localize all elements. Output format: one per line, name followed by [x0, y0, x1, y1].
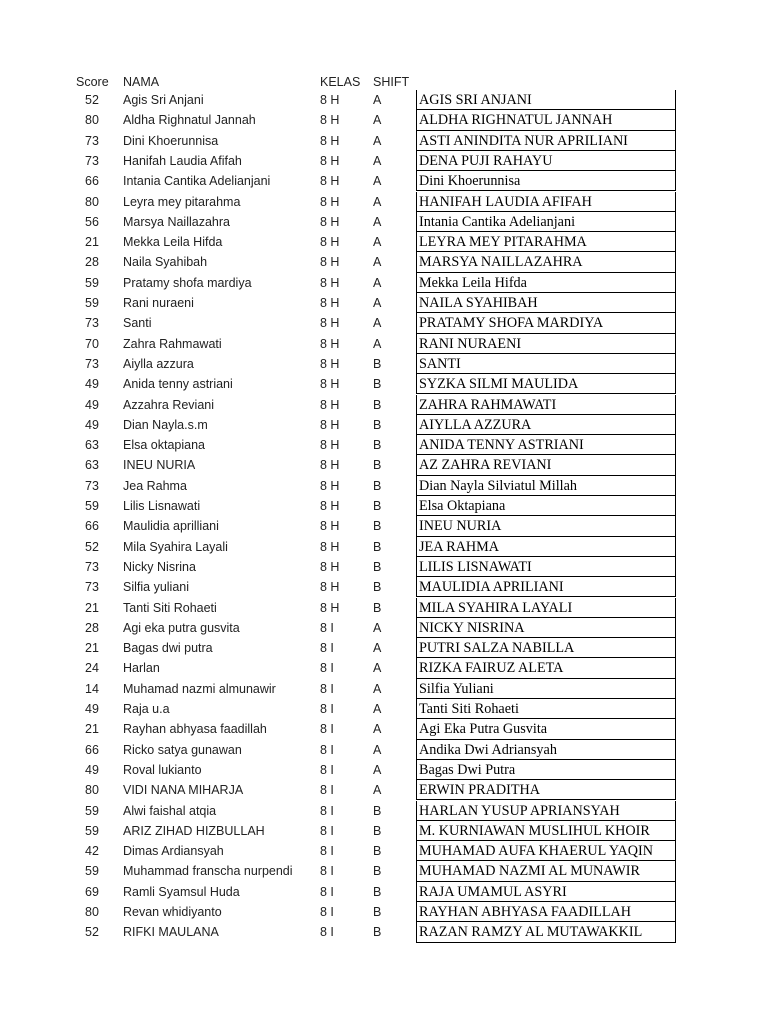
score-cell: 49	[85, 762, 99, 777]
shift-cell: B	[373, 803, 382, 818]
table-row	[0, 537, 768, 557]
name-cell: Dini Khoerunnisa	[123, 133, 219, 148]
class-cell: 8 I	[320, 661, 334, 676]
list-name-cell: SYZKA SILMI MAULIDA	[416, 374, 676, 394]
score-cell: 73	[85, 133, 99, 148]
list-name-cell: Tanti Siti Rohaeti	[416, 699, 676, 719]
list-name-cell: ANIDA TENNY ASTRIANI	[416, 435, 676, 455]
list-name-cell: Dini Khoerunnisa	[416, 171, 676, 191]
list-name-cell: LILIS LISNAWATI	[416, 557, 676, 577]
table-row	[0, 252, 768, 272]
score-cell: 56	[85, 214, 99, 229]
score-cell: 73	[85, 580, 99, 595]
shift-cell: B	[373, 499, 382, 513]
name-cell: Jea Rahma	[123, 478, 187, 493]
list-name-cell: PUTRI SALZA NABILLA	[416, 638, 676, 658]
shift-cell: A	[373, 93, 382, 107]
score-cell: 21	[85, 722, 99, 737]
name-cell: Mekka Leila Hifda	[123, 235, 223, 250]
shift-cell: A	[373, 296, 382, 310]
name-cell: RIFKI MAULANA	[123, 925, 219, 940]
class-cell: 8 H	[320, 438, 340, 453]
table-row	[0, 273, 768, 293]
class-cell: 8 H	[320, 275, 340, 290]
table-row	[0, 902, 768, 922]
table-row	[0, 577, 768, 597]
class-cell: 8 I	[320, 823, 334, 838]
shift-cell: A	[373, 641, 382, 656]
list-name-cell: NAILA SYAHIBAH	[416, 293, 676, 313]
class-cell: 8 H	[320, 478, 340, 493]
name-cell: Ricko satya gunawan	[123, 742, 242, 757]
table-row	[0, 740, 768, 760]
table-row	[0, 679, 768, 699]
list-name-cell: M. KURNIAWAN MUSLIHUL KHOIR	[416, 821, 676, 841]
list-name-cell: SANTI	[416, 354, 676, 374]
header-kelas: KELAS	[320, 75, 361, 89]
shift-cell: B	[373, 458, 382, 473]
score-cell: 73	[85, 478, 99, 493]
shift-cell: B	[373, 539, 382, 554]
shift-cell: B	[373, 580, 382, 595]
name-cell: Ramli Syamsul Huda	[123, 884, 240, 899]
shift-cell: A	[373, 762, 382, 777]
score-cell: 24	[85, 661, 99, 676]
score-cell: 49	[85, 377, 99, 392]
class-cell: 8 H	[320, 133, 340, 148]
score-cell: 73	[85, 356, 99, 371]
class-cell: 8 H	[320, 113, 340, 128]
shift-cell: A	[373, 336, 382, 351]
score-cell: 80	[85, 194, 99, 209]
class-cell: 8 H	[320, 153, 340, 168]
header-shift: SHIFT	[373, 75, 410, 89]
name-cell: Mila Syahira Layali	[123, 539, 228, 554]
shift-cell: B	[373, 864, 382, 879]
class-cell: 8 H	[320, 174, 340, 189]
name-cell: Roval lukianto	[123, 762, 202, 777]
score-cell: 70	[85, 336, 99, 351]
class-cell: 8 H	[320, 296, 340, 310]
score-cell: 52	[85, 925, 99, 940]
class-cell: 8 H	[320, 316, 340, 331]
list-name-cell: MAULIDIA APRILIANI	[416, 577, 676, 597]
class-cell: 8 H	[320, 235, 340, 250]
class-cell: 8 I	[320, 641, 334, 656]
score-cell: 21	[85, 600, 99, 615]
score-cell: 63	[85, 458, 99, 473]
class-cell: 8 I	[320, 783, 334, 798]
table-row	[0, 455, 768, 475]
list-name-cell: AIYLLA AZZURA	[416, 415, 676, 435]
score-cell: 21	[85, 641, 99, 656]
table-row	[0, 719, 768, 739]
table-row	[0, 618, 768, 638]
score-cell: 59	[85, 803, 99, 818]
shift-cell: A	[373, 783, 382, 798]
list-name-cell: RAJA UMAMUL ASYRI	[416, 882, 676, 902]
score-cell: 59	[85, 296, 99, 310]
shift-cell: A	[373, 702, 382, 716]
score-cell: 63	[85, 438, 99, 453]
list-name-cell: RIZKA FAIRUZ ALETA	[416, 658, 676, 678]
class-cell: 8 I	[320, 925, 334, 940]
table-row	[0, 212, 768, 232]
name-cell: Rayhan abhyasa faadillah	[123, 722, 267, 737]
table-row	[0, 374, 768, 394]
score-cell: 42	[85, 844, 99, 859]
score-cell: 80	[85, 113, 99, 128]
name-cell: Muhammad franscha nurpendi	[123, 864, 293, 879]
list-name-cell: Silfia Yuliani	[416, 679, 676, 699]
table-row	[0, 415, 768, 435]
table-row	[0, 354, 768, 374]
list-name-cell: AGIS SRI ANJANI	[416, 90, 676, 110]
name-cell: Agis Sri Anjani	[123, 93, 204, 107]
shift-cell: B	[373, 905, 382, 919]
shift-cell: B	[373, 397, 382, 412]
name-cell: Intania Cantika Adelianjani	[123, 174, 271, 189]
name-cell: Pratamy shofa mardiya	[123, 275, 252, 290]
list-name-cell: RAYHAN ABHYASA FAADILLAH	[416, 902, 676, 922]
list-name-cell: ASTI ANINDITA NUR APRILIANI	[416, 131, 676, 151]
table-row	[0, 232, 768, 252]
name-cell: Tanti Siti Rohaeti	[123, 600, 217, 615]
class-cell: 8 H	[320, 417, 340, 432]
score-cell: 52	[85, 93, 99, 107]
shift-cell: A	[373, 113, 382, 128]
table-row	[0, 882, 768, 902]
list-name-cell: RANI NURAENI	[416, 334, 676, 354]
shift-cell: B	[373, 823, 382, 838]
shift-cell: A	[373, 742, 382, 757]
class-cell: 8 H	[320, 580, 340, 595]
table-row	[0, 861, 768, 881]
shift-cell: A	[373, 275, 382, 290]
table-row	[0, 293, 768, 313]
list-name-cell: MUHAMAD AUFA KHAERUL YAQIN	[416, 841, 676, 861]
score-cell: 28	[85, 255, 99, 270]
table-row	[0, 922, 768, 942]
score-cell: 59	[85, 823, 99, 838]
shift-cell: B	[373, 600, 382, 615]
table-row	[0, 313, 768, 333]
list-name-cell: MILA SYAHIRA LAYALI	[416, 598, 676, 618]
list-name-cell: JEA RAHMA	[416, 537, 676, 557]
score-cell: 28	[85, 620, 99, 635]
class-cell: 8 H	[320, 397, 340, 412]
table-row	[0, 435, 768, 455]
class-cell: 8 I	[320, 742, 334, 757]
list-name-cell: INEU NURIA	[416, 516, 676, 536]
name-cell: Nicky Nisrina	[123, 559, 196, 574]
shift-cell: A	[373, 681, 382, 696]
table-row	[0, 395, 768, 415]
score-cell: 80	[85, 783, 99, 798]
list-name-cell: LEYRA MEY PITARAHMA	[416, 232, 676, 252]
class-cell: 8 I	[320, 864, 334, 879]
class-cell: 8 H	[320, 214, 340, 229]
shift-cell: A	[373, 316, 382, 331]
class-cell: 8 I	[320, 884, 334, 899]
score-cell: 49	[85, 702, 99, 716]
name-cell: Leyra mey pitarahma	[123, 194, 241, 209]
score-cell: 52	[85, 539, 99, 554]
shift-cell: B	[373, 559, 382, 574]
list-name-cell: MUHAMAD NAZMI AL MUNAWIR	[416, 861, 676, 881]
table-row	[0, 334, 768, 354]
shift-cell: A	[373, 133, 382, 148]
table-row	[0, 638, 768, 658]
shift-cell: A	[373, 194, 382, 209]
shift-cell: A	[373, 722, 382, 737]
shift-cell: B	[373, 519, 382, 534]
table-row	[0, 192, 768, 212]
name-cell: Dimas Ardiansyah	[123, 844, 224, 859]
shift-cell: B	[373, 844, 382, 859]
name-cell: Zahra Rahmawati	[123, 336, 222, 351]
shift-cell: B	[373, 884, 382, 899]
class-cell: 8 H	[320, 458, 340, 473]
name-cell: VIDI NANA MIHARJA	[123, 783, 244, 798]
list-name-cell: NICKY NISRINA	[416, 618, 676, 638]
list-name-cell: Andika Dwi Adriansyah	[416, 740, 676, 760]
name-cell: Revan whidiyanto	[123, 905, 222, 919]
class-cell: 8 H	[320, 519, 340, 534]
table-row	[0, 110, 768, 130]
class-cell: 8 I	[320, 905, 334, 919]
score-cell: 66	[85, 174, 99, 189]
class-cell: 8 I	[320, 762, 334, 777]
name-cell: Aldha Righnatul Jannah	[123, 113, 256, 128]
score-cell: 66	[85, 519, 99, 534]
class-cell: 8 H	[320, 336, 340, 351]
class-cell: 8 H	[320, 539, 340, 554]
score-cell: 49	[85, 397, 99, 412]
name-cell: Bagas dwi putra	[123, 641, 213, 656]
name-cell: Rani nuraeni	[123, 296, 194, 310]
list-name-cell: Bagas Dwi Putra	[416, 760, 676, 780]
score-cell: 59	[85, 864, 99, 879]
name-cell: Dian Nayla.s.m	[123, 417, 208, 432]
class-cell: 8 H	[320, 600, 340, 615]
table-row	[0, 476, 768, 496]
list-name-cell: RAZAN RAMZY AL MUTAWAKKIL	[416, 922, 676, 942]
name-cell: Lilis Lisnawati	[123, 499, 201, 513]
score-cell: 66	[85, 742, 99, 757]
name-cell: Azzahra Reviani	[123, 397, 215, 412]
class-cell: 8 I	[320, 681, 334, 696]
header-score: Score	[76, 75, 109, 89]
table-row	[0, 598, 768, 618]
list-name-cell: ALDHA RIGHNATUL JANNAH	[416, 110, 676, 130]
shift-cell: B	[373, 925, 382, 940]
name-cell: INEU NURIA	[123, 458, 196, 473]
score-cell: 59	[85, 275, 99, 290]
class-cell: 8 I	[320, 844, 334, 859]
name-cell: Aiylla azzura	[123, 356, 194, 371]
class-cell: 8 H	[320, 93, 340, 107]
table-row	[0, 699, 768, 719]
name-cell: Marsya Naillazahra	[123, 214, 230, 229]
table-row	[0, 780, 768, 800]
score-cell: 73	[85, 559, 99, 574]
table-row	[0, 496, 768, 516]
score-cell: 14	[85, 681, 99, 696]
class-cell: 8 I	[320, 803, 334, 818]
class-cell: 8 I	[320, 702, 334, 716]
class-cell: 8 H	[320, 377, 340, 392]
list-name-cell: HANIFAH LAUDIA AFIFAH	[416, 192, 676, 212]
table-row	[0, 821, 768, 841]
shift-cell: A	[373, 214, 382, 229]
name-cell: Agi eka putra gusvita	[123, 620, 240, 635]
list-name-cell: MARSYA NAILLAZAHRA	[416, 252, 676, 272]
name-cell: Muhamad nazmi almunawir	[123, 681, 276, 696]
list-name-cell: AZ ZAHRA REVIANI	[416, 455, 676, 475]
list-name-cell: Mekka Leila Hifda	[416, 273, 676, 293]
name-cell: Naila Syahibah	[123, 255, 208, 270]
score-cell: 73	[85, 153, 99, 168]
table-row	[0, 131, 768, 151]
class-cell: 8 H	[320, 255, 340, 270]
list-name-cell: HARLAN YUSUP APRIANSYAH	[416, 801, 676, 821]
list-name-cell: Elsa Oktapiana	[416, 496, 676, 516]
shift-cell: A	[373, 255, 382, 270]
shift-cell: A	[373, 661, 382, 676]
table-row	[0, 557, 768, 577]
class-cell: 8 I	[320, 620, 334, 635]
class-cell: 8 I	[320, 722, 334, 737]
table-row	[0, 841, 768, 861]
table-row	[0, 516, 768, 536]
name-cell: Elsa oktapiana	[123, 438, 206, 453]
list-name-cell: ERWIN PRADITHA	[416, 780, 676, 800]
list-name-cell: Dian Nayla Silviatul Millah	[416, 476, 676, 496]
list-name-cell: PRATAMY SHOFA MARDIYA	[416, 313, 676, 333]
name-cell: Harlan	[123, 661, 160, 676]
score-cell: 80	[85, 905, 99, 919]
name-cell: Silfia yuliani	[123, 580, 190, 595]
header-nama: NAMA	[123, 75, 160, 89]
table-row	[0, 760, 768, 780]
name-cell: ARIZ ZIHAD HIZBULLAH	[123, 823, 265, 838]
shift-cell: A	[373, 235, 382, 250]
score-cell: 49	[85, 417, 99, 432]
shift-cell: B	[373, 438, 382, 453]
shift-cell: A	[373, 620, 382, 635]
shift-cell: B	[373, 478, 382, 493]
table-row	[0, 90, 768, 110]
class-cell: 8 H	[320, 194, 340, 209]
class-cell: 8 H	[320, 559, 340, 574]
name-cell: Anida tenny astriani	[123, 377, 233, 392]
list-name-cell: ZAHRA RAHMAWATI	[416, 395, 676, 415]
score-cell: 21	[85, 235, 99, 250]
table-row	[0, 171, 768, 191]
table-row	[0, 658, 768, 678]
list-name-cell: Intania Cantika Adelianjani	[416, 212, 676, 232]
table-row	[0, 151, 768, 171]
shift-cell: B	[373, 356, 382, 371]
name-cell: Maulidia aprilliani	[123, 519, 219, 534]
shift-cell: A	[373, 153, 382, 168]
name-cell: Raja u.a	[123, 702, 170, 716]
name-cell: Santi	[123, 316, 152, 331]
score-cell: 73	[85, 316, 99, 331]
name-cell: Hanifah Laudia Afifah	[123, 153, 242, 168]
list-name-cell: Agi Eka Putra Gusvita	[416, 719, 676, 739]
class-cell: 8 H	[320, 499, 340, 513]
name-cell: Alwi faishal atqia	[123, 803, 217, 818]
score-cell: 69	[85, 884, 99, 899]
list-name-cell: DENA PUJI RAHAYU	[416, 151, 676, 171]
shift-cell: A	[373, 174, 382, 189]
table-row	[0, 801, 768, 821]
score-cell: 59	[85, 499, 99, 513]
class-cell: 8 H	[320, 356, 340, 371]
shift-cell: B	[373, 377, 382, 392]
shift-cell: B	[373, 417, 382, 432]
